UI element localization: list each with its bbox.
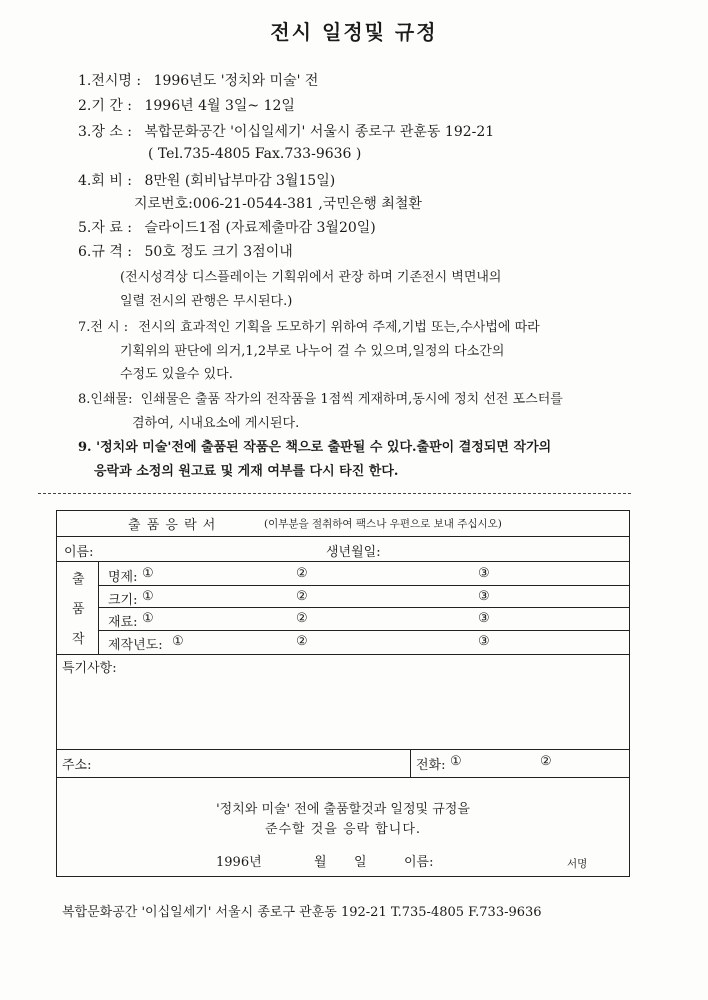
name-label: 이름: (64, 545, 94, 560)
rule-8-cont: 겸하여, 시내요소에 게시된다. (132, 416, 300, 431)
address-field[interactable] (96, 752, 406, 774)
remarks-label: 특기사항: (62, 661, 117, 676)
size-field-2[interactable]: ② (296, 589, 308, 604)
date-month: 월 (314, 855, 327, 870)
rule-4-text: 8만원 (회비납부마감 3월15일) (144, 173, 336, 189)
birthdate-label: 생년월일: (326, 545, 381, 560)
rule-1 (78, 70, 318, 90)
rule-9-label: 9. (78, 440, 92, 455)
remarks-area[interactable] (60, 676, 626, 746)
form-instruction: (이부분을 절취하여 팩스나 우편으로 보내 주십시오) (264, 518, 502, 530)
material-field-label: 재료: (108, 615, 138, 630)
rule-2-text: 1996년 4월 3일~ 12일 (144, 98, 295, 114)
rule-3-label: 3.장 소 : (78, 124, 133, 140)
rule-6-note-2: 일렬 전시의 관행은 무시된다.) (120, 294, 293, 309)
rule-4-giro: 지로번호:006-21-0544-381 ,국민은행 최철환 (134, 196, 422, 212)
rule-6 (78, 241, 293, 261)
rule-3-contact: ( Tel.735-4805 Fax.733-9636 ) (148, 146, 362, 162)
document-title: 전시 일정및 규정 (270, 20, 438, 44)
rule-5 (78, 217, 376, 237)
rule-9-cont: 응락과 소정의 원고료 및 게재 여부를 다시 타진 한다. (94, 464, 399, 479)
rule-7-cont-2: 수정도 있을수 있다. (120, 367, 233, 382)
pledge-line-1: '정치와 미술' 전에 출품할것과 일정및 규정을 (216, 802, 470, 817)
size-field-3[interactable]: ③ (478, 589, 490, 604)
rule-7-label: 7.전 시 : (78, 320, 129, 335)
rule-7-text: 전시의 효과적인 기획을 도모하기 위하여 주제,기법 또는,수사법에 따라 (138, 320, 540, 335)
rule-9 (78, 436, 551, 455)
title-field-3[interactable]: ③ (478, 566, 490, 581)
cut-line (38, 493, 631, 494)
year-field-1[interactable]: ① (172, 634, 184, 649)
pledge-line-2: 준수할 것을 응락 합니다. (264, 822, 422, 837)
rule-2 (78, 95, 295, 115)
date-year: 1996년 (216, 855, 262, 870)
rule-4-label: 4.회 비 : (78, 173, 133, 189)
phone-label: 전화: (416, 758, 446, 773)
material-field-2[interactable]: ② (296, 611, 308, 626)
rule-9-text: '정치와 미술'전에 출품된 작품은 책으로 출판될 수 있다.출판이 결정되면 작가의 (96, 440, 552, 455)
rule-3 (78, 121, 494, 141)
rule-5-text: 슬라이드1점 (자료제출마감 3월20일) (144, 220, 376, 236)
title-field-2[interactable]: ② (296, 566, 308, 581)
rule-7-cont-1: 기획위의 판단에 의거,1,2부로 나누어 걸 수 있으며,일정의 다소간의 (120, 344, 505, 359)
rule-8 (78, 388, 563, 407)
entry-side-label-1: 출 (72, 572, 85, 587)
rule-1-label: 1.전시명 : (78, 73, 142, 89)
material-field-1[interactable]: ① (142, 611, 154, 626)
rule-7 (78, 316, 540, 335)
rule-4 (78, 170, 335, 190)
rule-3-text: 복합문화공간 '이십일세기' 서울시 종로구 관훈동 192-21 (144, 124, 495, 140)
rule-8-label: 8.인쇄물: (78, 392, 133, 407)
phone-field-2[interactable]: ② (540, 754, 552, 769)
year-field-3[interactable]: ③ (478, 634, 490, 649)
material-field-3[interactable]: ③ (478, 611, 490, 626)
footer-address: 복합문화공간 '이십일세기' 서울시 종로구 관훈동 192-21 T.735-4805 F.733-9636 (62, 905, 542, 920)
title-field-label: 명제: (108, 570, 138, 585)
date-day: 일 (354, 855, 367, 870)
year-field-label: 제작년도: (108, 638, 163, 653)
title-field-1[interactable]: ① (142, 566, 154, 581)
sign-name-label: 이름: (404, 855, 434, 870)
signature-label: 서명 (567, 858, 588, 870)
rule-8-text: 인쇄물은 출품 작가의 전작품을 1점씩 게재하며,동시에 정치 선전 포스터를 (140, 392, 563, 407)
rule-2-label: 2.기 간 : (78, 98, 133, 114)
rule-6-note-1: (전시성격상 디스플레이는 기획위에서 관장 하며 기존전시 벽면내의 (120, 270, 502, 285)
address-label: 주소: (62, 758, 92, 773)
rule-6-label: 6.규 격 : (78, 244, 133, 260)
sign-name-field[interactable] (444, 849, 554, 869)
phone-field-1[interactable]: ① (450, 754, 462, 769)
rule-1-text: 1996년도 '정치와 미술' 전 (153, 73, 319, 89)
size-field-1[interactable]: ① (142, 589, 154, 604)
entry-side-label-2: 품 (72, 602, 85, 617)
form-title: 출 품 응 락 서 (128, 518, 217, 533)
rule-5-label: 5.자 료 : (78, 220, 133, 236)
size-field-label: 크기: (108, 593, 138, 608)
year-field-2[interactable]: ② (296, 634, 308, 649)
entry-side-label-3: 작 (72, 632, 85, 647)
rule-6-text: 50호 정도 크기 3점이내 (144, 244, 293, 260)
